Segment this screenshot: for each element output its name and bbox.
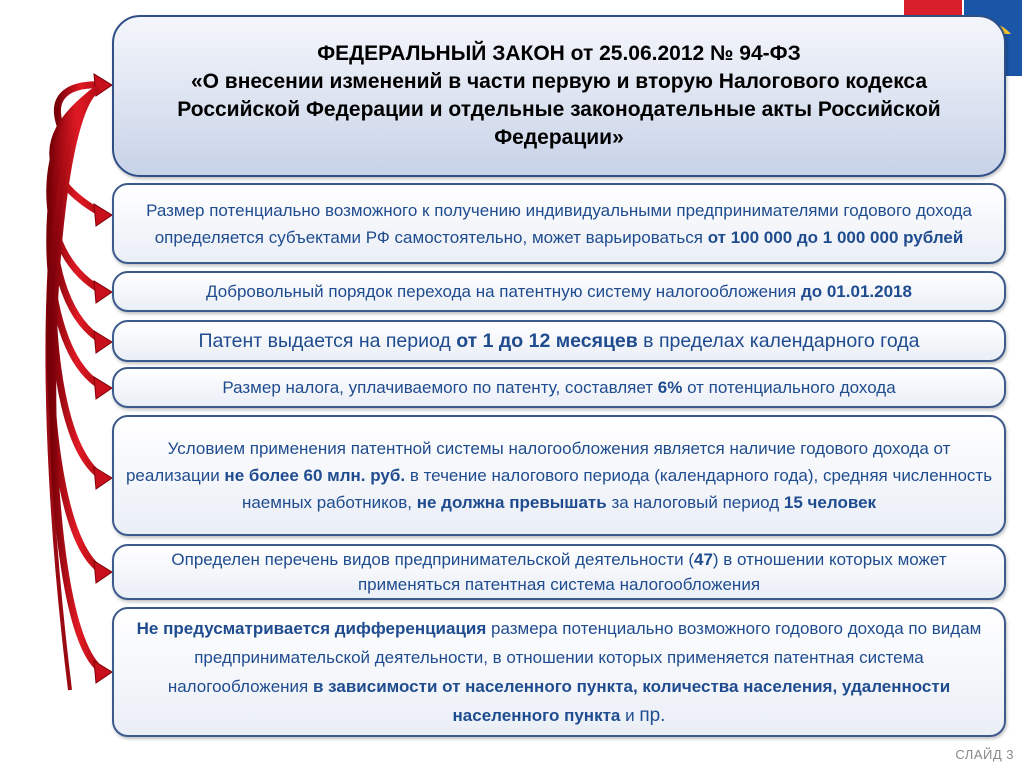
item-highlight: 47 <box>693 550 713 569</box>
item-activity-list <box>112 544 1006 600</box>
item-text <box>124 547 994 597</box>
item-tax-rate <box>112 367 1006 408</box>
item-text <box>124 197 994 251</box>
item-text-part: размера потенциально возможного годового дохода по видам предпринимательской деятельности, в отношении которых применяется патентная система налогообложения <box>167 619 982 696</box>
item-application-conditions <box>112 415 1006 536</box>
item-text-part: Условием применения патентной системы налогообложения является наличие годового дохода от реализации <box>125 439 951 485</box>
law-title-line: Федерации» <box>494 126 624 149</box>
item-text-part: Размер потенциально возможного к получению индивидуальными предпринимателями годового дохода определяется субъектами РФ самостоятельно, может варьироваться <box>146 200 972 247</box>
red-arrow-head <box>94 377 112 399</box>
slide-number: СЛАЙД 3 <box>955 747 1014 762</box>
law-title-heading: ФЕДЕРАЛЬНЫЙ ЗАКОН от 25.06.2012 № 94-ФЗ <box>317 42 801 65</box>
item-highlight: от 100 000 до 1 000 000 рублей <box>707 227 964 247</box>
item-text-part: в пределах календарного года <box>637 329 920 352</box>
red-arrow-head <box>94 561 112 583</box>
item-text-part: Определен перечень видов предпринимательской деятельности ( <box>171 550 694 569</box>
item-text-part: Размер налога, уплачиваемого по патенту, составляет <box>222 377 658 397</box>
item-highlight: от 1 до 12 месяцев <box>456 329 638 352</box>
item-text-part: ) в отношении которых может применяться патентная система налогообложения <box>357 550 947 594</box>
item-no-differentiation <box>112 607 1006 737</box>
item-text-part: Патент выдается на период <box>198 329 457 352</box>
item-text-part: за налоговый период <box>606 493 784 512</box>
red-arrow-head <box>94 331 112 353</box>
item-text <box>206 282 912 302</box>
item-text <box>199 330 920 353</box>
item-text-part: в течение налогового периода (календарного года), средняя численность наемных работников, <box>241 466 993 512</box>
law-title-line: «О внесении изменений в части первую и вторую Налогового кодекса <box>190 70 928 93</box>
red-arrow-head <box>94 467 112 489</box>
item-highlight: 15 человек <box>783 493 877 512</box>
red-arrow-head <box>94 204 112 226</box>
law-title-box <box>112 15 1006 177</box>
law-title-line: Российской Федерации и отдельные законодательные акты Российской <box>177 98 941 121</box>
item-highlight: до 01.01.2018 <box>800 281 912 301</box>
item-voluntary-transition <box>112 271 1006 312</box>
item-highlight: не более 60 млн. руб. <box>224 466 406 485</box>
red-arrow-head <box>94 661 112 683</box>
item-income-range <box>112 183 1006 264</box>
item-text <box>124 435 994 516</box>
item-highlight: не должна превышать <box>416 493 607 512</box>
item-text-part: от потенциального дохода <box>682 377 896 397</box>
item-highlight: в зависимости от населенного пункта, количества населения, удаленности населенного пункта <box>312 677 951 725</box>
item-highlight: Не предусматривается дифференциация <box>136 619 487 638</box>
item-text <box>124 614 994 730</box>
item-highlight: 6% <box>657 377 683 397</box>
item-text-part: пр. <box>639 705 666 726</box>
item-patent-period <box>112 320 1006 362</box>
red-arrow-head <box>94 281 112 303</box>
item-text-part: и <box>620 706 640 725</box>
item-text-part: Добровольный порядок перехода на патентную систему налогообложения <box>206 281 801 301</box>
item-text <box>222 378 895 398</box>
